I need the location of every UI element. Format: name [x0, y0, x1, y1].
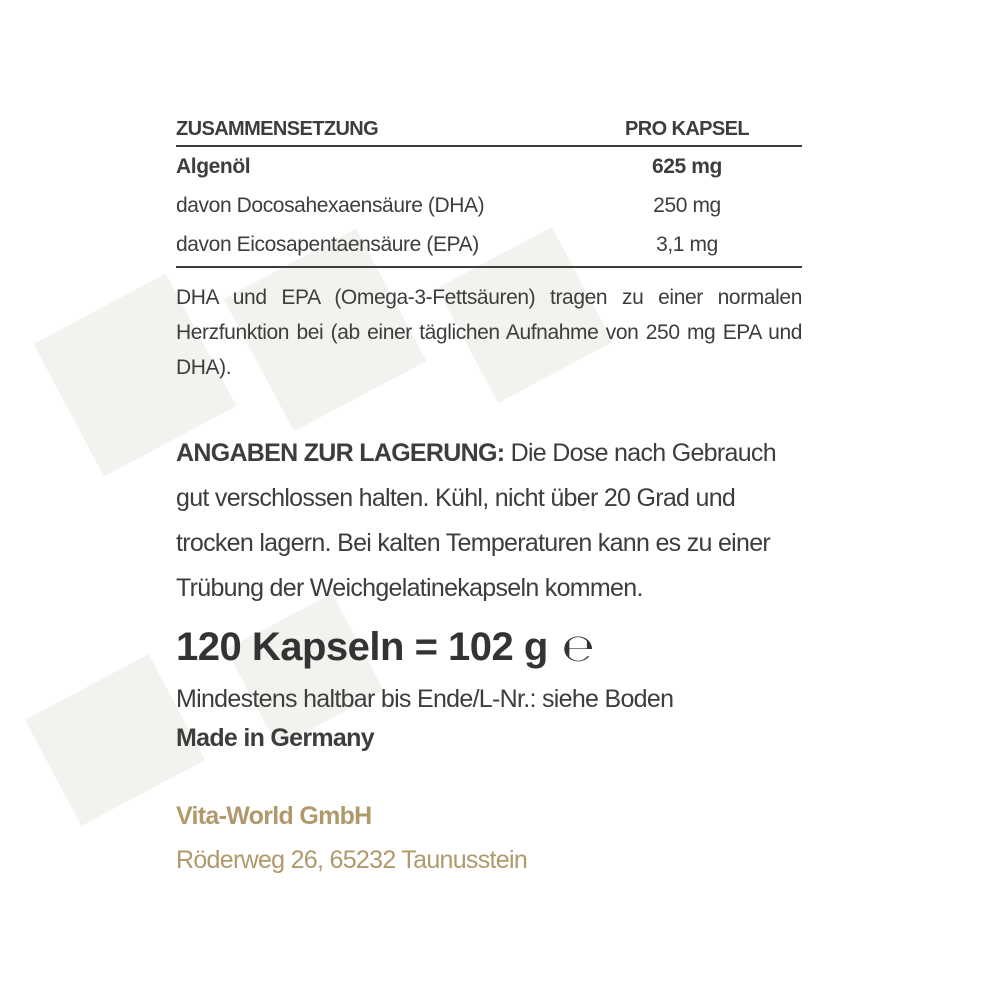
- table-row: [176, 146, 802, 186]
- ingredient-amount: 625 mg: [652, 155, 722, 178]
- company-info: [176, 794, 802, 882]
- nutrition-table: [176, 112, 802, 268]
- shelf-life: Mindestens haltbar bis Ende/L-Nr.: siehe Boden: [176, 685, 674, 713]
- table-header-row: [176, 112, 802, 146]
- ingredient-name: davon Docosahexaensäure (DHA): [176, 194, 485, 217]
- company-address: Röderweg 26, 65232 Taunusstein: [176, 846, 528, 874]
- table-row: [176, 186, 802, 225]
- label-content: [176, 112, 802, 882]
- header-ingredient: ZUSAMMENSETZUNG: [176, 112, 572, 146]
- origin: Made in Germany: [176, 724, 374, 752]
- table-row: [176, 225, 802, 267]
- storage-info: [176, 431, 802, 611]
- storage-heading: ANGABEN ZUR LAGERUNG:: [176, 439, 505, 467]
- ingredient-amount: 250 mg: [653, 194, 721, 217]
- ingredient-name: davon Eicosapentaensäure (EPA): [176, 225, 572, 267]
- storage-text: Die Dose nach Gebrauch gut verschlossen halten. Kühl, nicht über 20 Grad und trocken lagern. Bei kalten Temperaturen kann es zu einer Trübung der Weichgelatinekapseln kommen.: [176, 439, 776, 602]
- health-claim: DHA und EPA (Omega-3-Fettsäuren) tragen zu einer normalen Herzfunktion bei (ab einer täglichen Aufnahme von 250 mg EPA und DHA).: [176, 286, 802, 379]
- company-name: Vita-World GmbH: [176, 802, 372, 830]
- estimated-sign-icon: ℮: [561, 625, 594, 670]
- ingredient-name: Algenöl: [176, 155, 251, 178]
- quantity-text: 120 Kapseln = 102 g: [176, 625, 548, 669]
- ingredient-amount: 3,1 mg: [572, 225, 802, 267]
- header-amount: PRO KAPSEL: [572, 112, 802, 146]
- quantity-line: [176, 625, 802, 670]
